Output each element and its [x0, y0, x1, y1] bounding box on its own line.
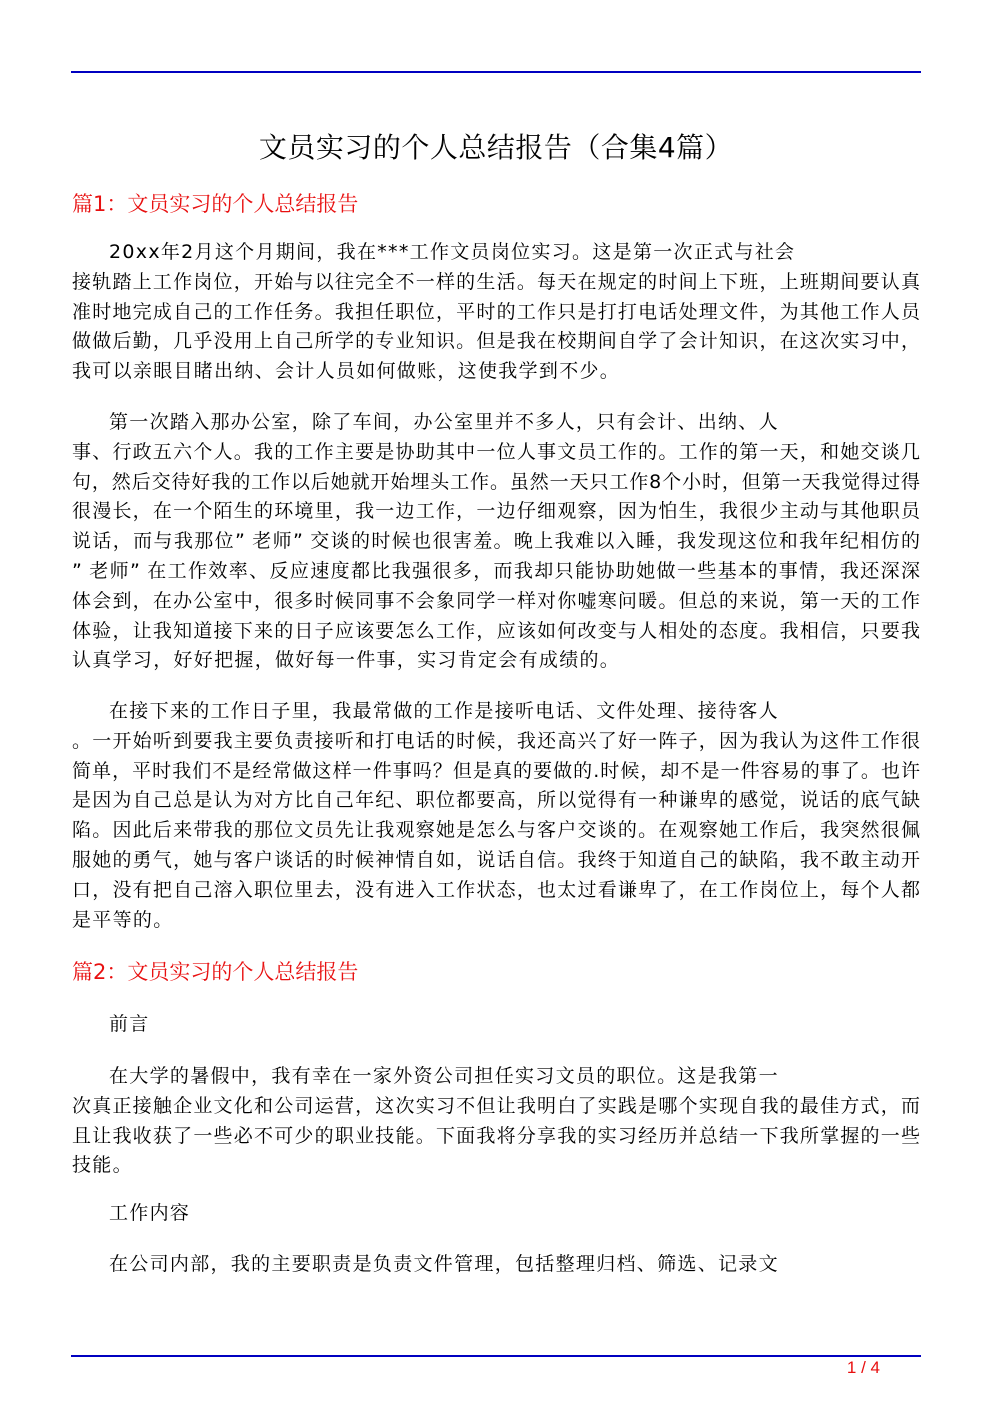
- paragraph: [72, 238, 920, 387]
- paragraph: [72, 697, 920, 935]
- paragraph: [72, 408, 920, 676]
- text-line: 在接下来的工作日子里，我最常做的工作是接听电话、文件处理、接待客人: [109, 700, 779, 722]
- text-line: 在大学的暑假中，我有幸在一家外资公司担任实习文员的职位。这是我第一: [109, 1065, 779, 1087]
- text-line: 我可以亲眼目睹出纳、会计人员如何做账，这使我学到不少。: [72, 360, 621, 383]
- text-line: 句，然后交待好我的工作以后她就开始埋头工作。虽然一天只工作8个小时，但第一天我觉得过得: [72, 470, 920, 493]
- text-line: 接轨踏上工作岗位，开始与以往完全不一样的生活。每天在规定的时间上下班，上班期间要认真: [72, 270, 920, 293]
- text-line: 陷。因此后来带我的那位文员先让我观察她是怎么与客户交谈的。在观察她工作后，我突然很佩: [72, 819, 920, 842]
- page-number: 1 / 4: [846, 1358, 880, 1377]
- paragraph: [72, 1062, 920, 1181]
- section-heading: 篇1：文员实习的个人总结报告: [72, 192, 359, 216]
- text-line: 做做后勤，几乎没用上自己所学的专业知识。但是我在校期间自学了会计知识，在这次实习中，: [72, 330, 920, 353]
- section-heading: 篇2：文员实习的个人总结报告: [72, 960, 359, 984]
- text-line: 在公司内部，我的主要职责是负责文件管理，包括整理归档、筛选、记录文: [109, 1253, 779, 1275]
- text-line: 体会到，在办公室中，很多时候同事不会象同学一样对你嘘寒问暖。但总的来说，第一天的工作: [72, 589, 920, 612]
- text-line: 且让我收获了一些必不可少的职业技能。下面我将分享我的实习经历并总结一下我所掌握的一些: [72, 1124, 920, 1147]
- text-line: 是平等的。: [72, 908, 174, 931]
- text-line: 事、行政五六个人。我的工作主要是协助其中一位人事文员工作的。工作的第一天，和她交谈几: [72, 440, 920, 463]
- text-line: 说话，而与我那位” 老师” 交谈的时候也很害羞。晚上我难以入睡，我发现这位和我年纪相仿的: [72, 530, 920, 553]
- header-rule: [71, 71, 921, 73]
- text-line: ” 老师” 在工作效率、反应速度都比我强很多，而我却只能协助她做一些基本的事情，我还深深: [72, 559, 920, 582]
- text-line: 。一开始听到要我主要负责接听和打电话的时候，我还高兴了好一阵子，因为我认为这件工作很: [72, 729, 920, 752]
- paragraph: [72, 1250, 920, 1280]
- text-line: 次真正接触企业文化和公司运营，这次实习不但让我明白了实践是哪个实现自我的最佳方式，而: [72, 1094, 920, 1117]
- text-line: 服她的勇气，她与客户谈话的时候神情自如，说话自信。我终于知道自己的缺陷，我不敢主动开: [72, 848, 920, 871]
- text-line: 工作内容: [109, 1202, 191, 1224]
- text-line: 技能。: [72, 1154, 133, 1177]
- paragraph: [72, 1199, 920, 1229]
- text-line: 前言: [109, 1013, 150, 1035]
- text-line: 简单，平时我们不是经常做这样一件事吗？但是真的要做的.时候，却不是一件容易的事了。也许: [72, 759, 920, 782]
- text-line: 第一次踏入那办公室，除了车间，办公室里并不多人，只有会计、出纳、人: [109, 411, 779, 433]
- footer-rule: [71, 1355, 921, 1357]
- text-line: 认真学习，好好把握，做好每一件事，实习肯定会有成绩的。: [72, 649, 621, 672]
- document-title: 文员实习的个人总结报告（合集4篇）: [258, 131, 734, 164]
- text-line: 准时地完成自己的工作任务。我担任职位，平时的工作只是打打电话处理文件，为其他工作人员: [72, 300, 920, 323]
- text-line: 口，没有把自己溶入职位里去，没有进入工作状态，也太过看谦卑了，在工作岗位上，每个人都: [72, 878, 920, 901]
- paragraph: [72, 1010, 920, 1040]
- text-line: 20xx年2月这个月期间，我在***工作文员岗位实习。这是第一次正式与社会: [109, 241, 796, 263]
- text-line: 是因为自己总是认为对方比自己年纪、职位都要高，所以觉得有一种谦卑的感觉，说话的底气缺: [72, 789, 920, 812]
- text-line: 体验，让我知道接下来的日子应该要怎么工作，应该如何改变与人相处的态度。我相信，只要我: [72, 619, 920, 642]
- text-line: 很漫长，在一个陌生的环境里，我一边工作，一边仔细观察，因为怕生，我很少主动与其他职员: [72, 500, 920, 523]
